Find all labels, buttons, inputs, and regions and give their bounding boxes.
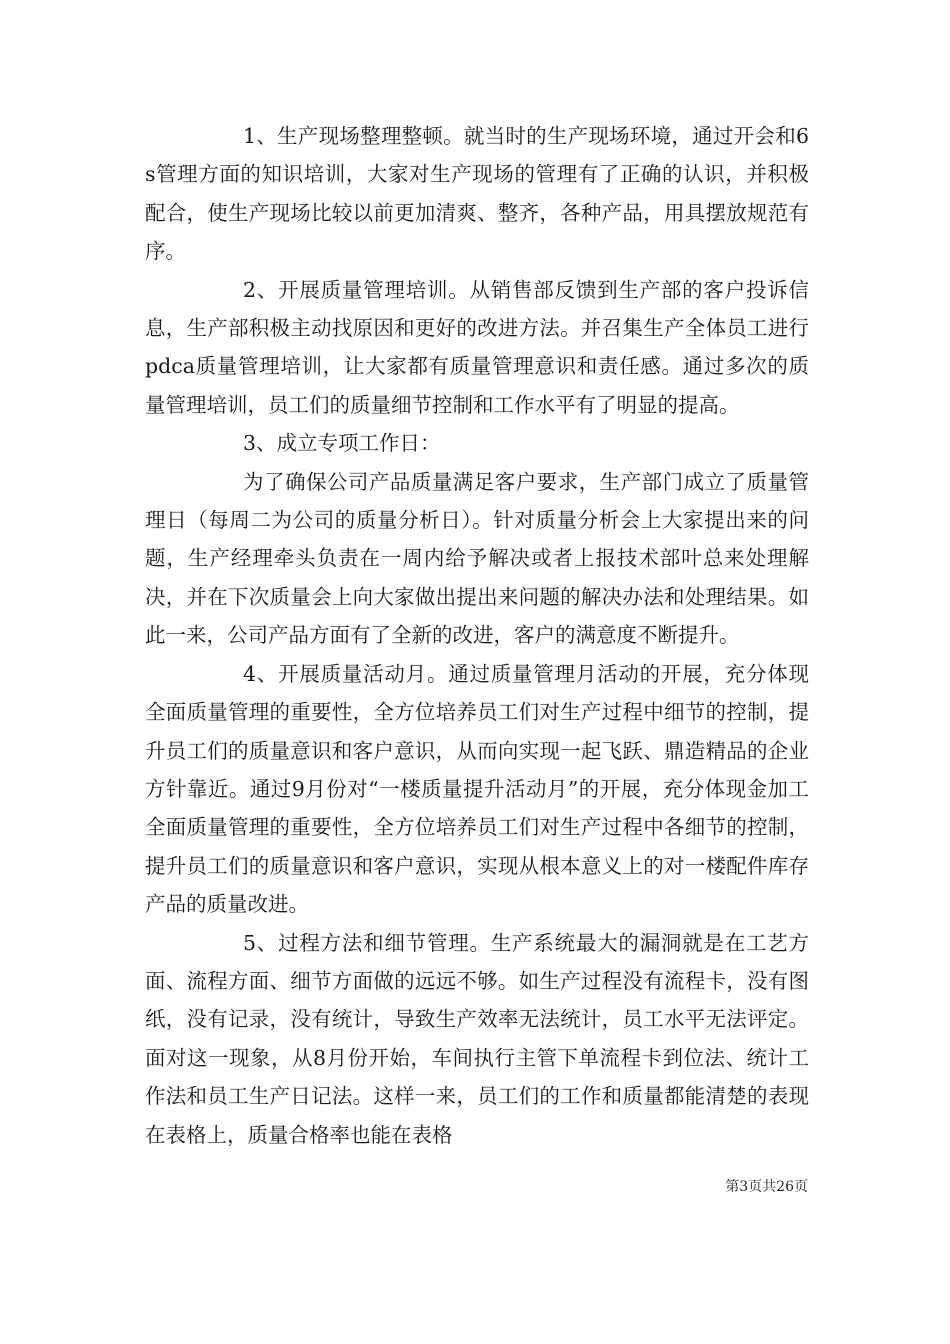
paragraph-special-workday-heading: 3、成立专项工作日：: [243, 431, 441, 456]
page-number-footer: 第3页共26页: [725, 1179, 808, 1195]
paragraph-special-workday-body: 为了确保公司产品质量满足客户要求，生产部门成立了质量管理日（每周二为公司的质量分析日）。针对质量分析会上大家提出来的问题，生产经理牵头负责在一周内给予解决或者上报技术部叶总来处理解决，并在下次质量会上向大家做出提出来问题的解决办法和处理结果。如此一来，公司产品方面有了全新的改进，客户的满意度不断提升。: [145, 469, 809, 648]
paragraph-process-details: 5、过程方法和细节管理。生产系统最大的漏洞就是在工艺方面、流程方面、细节方面做的远远不够。如生产过程没有流程卡，没有图纸，没有记录，没有统计，导致生产效率无法统计，员工水平无法评定。面对这一现象，从8月份开始，车间执行主管下单流程卡到位法、统计工作法和员工生产日记法。这样一来，员工们的工作和质量都能清楚的表现在表格上，质量合格率也能在表格: [145, 930, 809, 1147]
paragraph-quality-month: 4、开展质量活动月。通过质量管理月活动的开展，充分体现全面质量管理的重要性，全方位培养员工们对生产过程中细节的控制，提升员工们的质量意识和客户意识，从而向实现一起飞跃、鼎造精品的企业方针靠近。通过9月份对“一楼质量提升活动月”的开展，充分体现金加工全面质量管理的重要性，全方位培养员工们对生产过程中各细节的控制，提升员工们的质量意识和客户意识，实现从根本意义上的对一楼配件库存产品的质量改进。: [145, 661, 809, 917]
paragraph-quality-training: 2、开展质量管理培训。从销售部反馈到生产部的客户投诉信息，生产部积极主动找原因和更好的改进方法。并召集生产全体员工进行pdca质量管理培训，让大家都有质量管理意识和责任感。通过多次的质量管理培训，员工们的质量细节控制和工作水平有了明显的提高。: [145, 277, 809, 417]
paragraph-site-organization: 1、生产现场整理整顿。就当时的生产现场环境，通过开会和6s管理方面的知识培训，大家对生产现场的管理有了正确的认识，并积极配合，使生产现场比较以前更加清爽、整齐，各种产品，用具摆放规范有序。: [145, 124, 809, 264]
document-body: [145, 117, 809, 1154]
